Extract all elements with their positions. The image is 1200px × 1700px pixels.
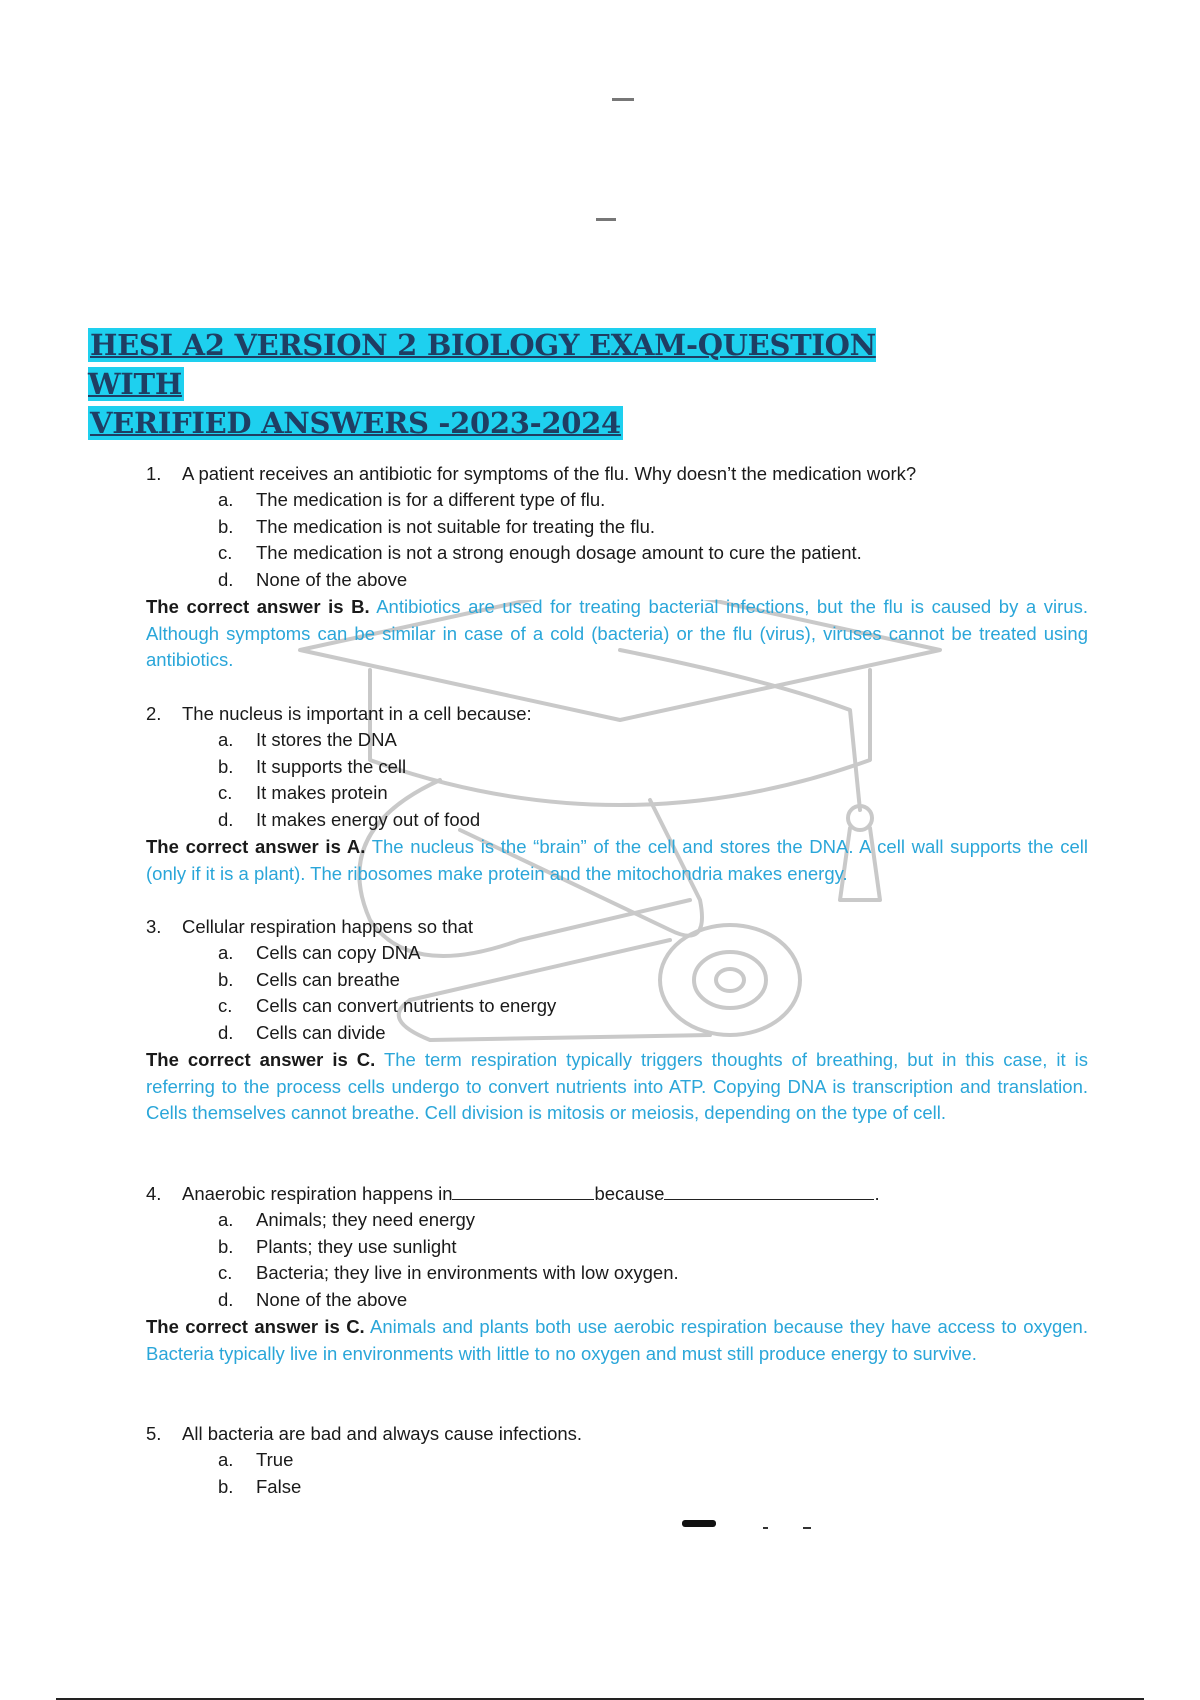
title-line-1: HESI A2 VERSION 2 BIOLOGY EXAM-QUESTION WITH [88, 328, 876, 401]
option-letter: a. [218, 489, 234, 510]
question-5 [146, 1420, 1096, 1500]
question-stem: Anaerobic respiration happens in [182, 1183, 453, 1204]
option-letter: c. [218, 782, 233, 804]
option-letter: b. [218, 515, 234, 537]
scan-mark [763, 1527, 768, 1529]
option-text: Cells can divide [256, 1022, 386, 1044]
explanation-text: Antibiotics are used for treating bacterial infections, but the flu is caused by a virus. Although symptoms can be similar in case of a cold (bacteria) or the flu (virus), viruses cannot be treated using antibiotics. [146, 595, 1088, 671]
fill-in-blank [452, 1181, 594, 1200]
option-text: Cells can breathe [256, 968, 400, 990]
scan-mark [682, 1520, 716, 1527]
question-text [146, 1180, 1096, 1207]
answer-label: The correct answer is B. [146, 595, 370, 617]
option-letter: c. [218, 995, 233, 1017]
option-d [146, 1287, 1096, 1314]
option-letter: b. [218, 968, 234, 990]
option-a [146, 1207, 1096, 1234]
answer-explanation [146, 1314, 1088, 1368]
option-letter: a. [218, 942, 234, 963]
option-text: True [256, 1449, 294, 1470]
option-letter: b. [218, 755, 234, 777]
option-c [146, 993, 1096, 1020]
option-c [146, 780, 1096, 807]
option-letter: b. [218, 1475, 234, 1497]
option-text: Plants; they use sunlight [256, 1235, 457, 1257]
option-a [146, 727, 1096, 754]
option-c [146, 1260, 1096, 1287]
option-letter: c. [218, 542, 233, 564]
explanation-text: The term respiration typically triggers thoughts of breathing, but in this case, it is referring to the process cells undergo to convert nutrients into ATP. Copying DNA is transcription and translation. Cells themselves cannot breathe. Cell division is mitosis or meiosis, depending on the type of cell. [146, 1048, 1089, 1124]
option-text: The medication is for a different type of flu. [256, 489, 606, 510]
question-number: 4. [146, 1183, 162, 1204]
title-line-2: VERIFIED ANSWERS -2023-2024 [90, 406, 621, 440]
option-letter: d. [218, 809, 234, 831]
option-letter: d. [218, 1022, 234, 1044]
question-number: 2. [146, 703, 162, 724]
scan-mark [803, 1527, 811, 1529]
option-text: The medication is not suitable for treating the flu. [256, 515, 655, 537]
question-text [146, 1420, 1096, 1447]
option-text: Animals; they need energy [256, 1209, 476, 1230]
option-text: Cells can convert nutrients to energy [256, 995, 557, 1017]
option-text: It makes energy out of food [256, 809, 481, 831]
option-text: None of the above [256, 1289, 408, 1311]
answer-explanation [146, 1047, 1088, 1127]
answer-label: The correct answer is C. [146, 1315, 365, 1337]
question-stem: because [594, 1183, 665, 1204]
question-1 [146, 460, 1096, 674]
question-number: 5. [146, 1423, 162, 1444]
option-letter: b. [218, 1235, 234, 1257]
option-b [146, 754, 1096, 781]
option-a [146, 940, 1096, 967]
option-b [146, 514, 1096, 541]
option-text: It supports the cell [256, 755, 407, 777]
option-text: False [256, 1475, 302, 1497]
answer-label: The correct answer is C. [146, 1048, 376, 1070]
option-text: Cells can copy DNA [256, 942, 421, 963]
option-b [146, 1474, 1096, 1501]
scan-mark [612, 98, 634, 101]
option-letter: a. [218, 729, 234, 750]
question-stem: All bacteria are bad and always cause infections. [182, 1423, 583, 1444]
question-stem: Cellular respiration happens so that [182, 916, 474, 937]
scan-mark [596, 218, 616, 221]
option-b [146, 967, 1096, 994]
question-text [146, 700, 1096, 727]
question-text [146, 913, 1096, 940]
option-b [146, 1234, 1096, 1261]
option-letter: d. [218, 1289, 234, 1311]
option-d [146, 567, 1096, 594]
option-text: The medication is not a strong enough dosage amount to cure the patient. [256, 542, 862, 564]
answer-explanation [146, 834, 1088, 888]
answer-explanation [146, 594, 1088, 674]
option-text: Bacteria; they live in environments with low oxygen. [256, 1262, 679, 1284]
question-4 [146, 1180, 1096, 1367]
fill-in-blank [664, 1181, 874, 1200]
option-letter: a. [218, 1209, 234, 1230]
option-letter: d. [218, 569, 234, 591]
question-number: 3. [146, 916, 162, 937]
question-text [146, 460, 1096, 487]
option-d [146, 807, 1096, 834]
option-text: None of the above [256, 569, 408, 591]
explanation-text: Animals and plants both use aerobic respiration because they have access to oxygen. Bacteria typically live in environments with little to no oxygen and must still produce energy to survive. [146, 1315, 1088, 1364]
option-c [146, 540, 1096, 567]
page-title [88, 326, 888, 443]
option-text: It stores the DNA [256, 729, 397, 750]
explanation-text: The nucleus is the “brain” of the cell and stores the DNA. A cell wall supports the cell (only if it is a plant). The ribosomes make protein and the mitochondria makes energy. [146, 835, 1088, 884]
option-letter: c. [218, 1262, 233, 1284]
question-3 [146, 913, 1096, 1127]
option-text: It makes protein [256, 782, 388, 804]
option-a [146, 1447, 1096, 1474]
question-stem: A patient receives an antibiotic for symptoms of the flu. Why doesn’t the medication work? [182, 463, 917, 484]
question-number: 1. [146, 463, 162, 484]
question-stem: The nucleus is important in a cell because: [182, 703, 532, 724]
answer-label: The correct answer is A. [146, 835, 366, 857]
question-stem: . [874, 1183, 880, 1204]
option-d [146, 1020, 1096, 1047]
question-2 [146, 700, 1096, 887]
option-letter: a. [218, 1449, 234, 1470]
option-a [146, 487, 1096, 514]
